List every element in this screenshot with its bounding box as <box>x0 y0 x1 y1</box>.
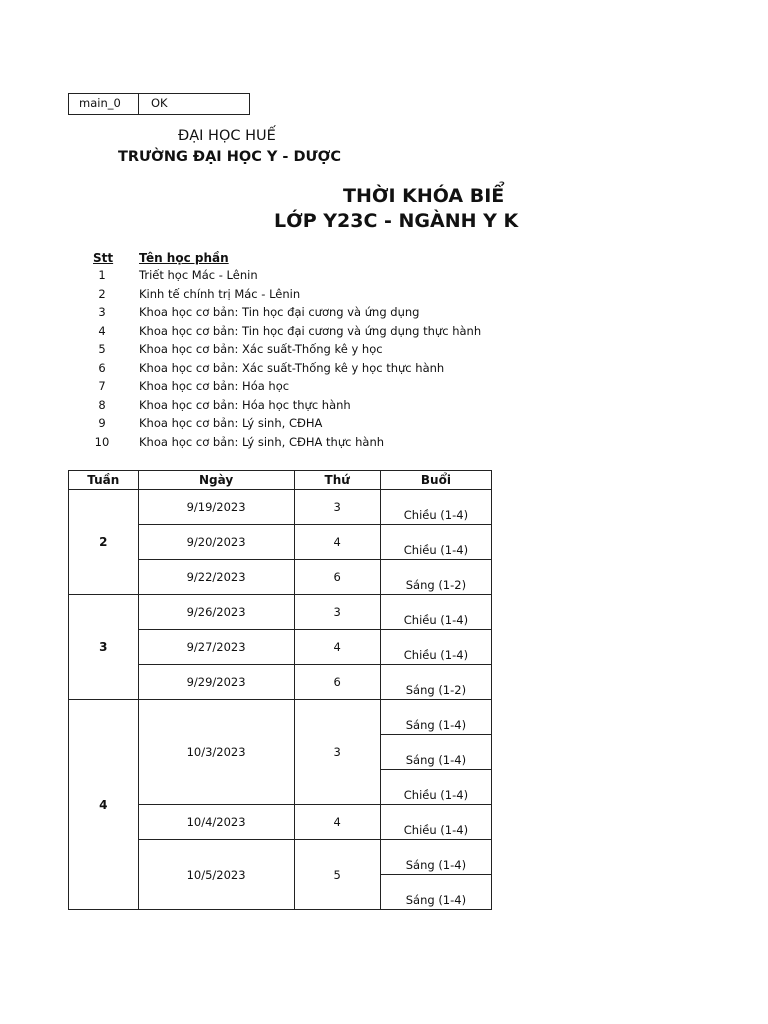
course-stt: 3 <box>98 305 106 319</box>
course-row <box>0 398 492 416</box>
page-title: THỜI KHÓA BIỂ <box>343 185 505 207</box>
course-name-header: Tên học phần <box>139 251 229 265</box>
date-cell: 9/22/2023 <box>138 560 294 595</box>
dow-cell: 3 <box>294 490 380 525</box>
week-cell: 4 <box>69 700 139 910</box>
course-stt: 2 <box>98 287 106 301</box>
table-row <box>69 595 492 630</box>
course-stt: 4 <box>98 324 106 338</box>
course-stt: 7 <box>98 379 106 393</box>
week-cell: 2 <box>69 490 139 595</box>
course-stt-header: Stt <box>93 251 114 265</box>
header-date: Ngày <box>138 471 294 490</box>
dow-cell: 3 <box>294 700 380 805</box>
page-subtitle: LỚP Y23C - NGÀNH Y K <box>274 210 519 232</box>
status-value: OK <box>151 96 168 110</box>
session-cell: Chiều (1-4) <box>380 630 491 665</box>
course-name: Triết học Mác - Lênin <box>139 268 258 282</box>
session-cell: Chiều (1-4) <box>380 770 491 805</box>
session-cell: Sáng (1-2) <box>380 665 491 700</box>
course-row <box>0 361 492 379</box>
dow-cell: 6 <box>294 665 380 700</box>
date-cell: 9/20/2023 <box>138 525 294 560</box>
table-row <box>69 700 492 735</box>
schedule-table <box>68 470 492 910</box>
session-cell: Sáng (1-2) <box>380 560 491 595</box>
schedule-header-row <box>69 471 492 490</box>
course-row <box>0 287 492 305</box>
session-cell: Chiều (1-4) <box>380 595 491 630</box>
dow-cell: 4 <box>294 805 380 840</box>
course-stt: 5 <box>98 342 106 356</box>
course-row <box>0 379 492 397</box>
course-row <box>0 305 492 323</box>
course-name: Khoa học cơ bản: Xác suất-Thống kê y học <box>139 342 383 356</box>
course-row <box>0 435 492 453</box>
course-stt: 1 <box>98 268 106 282</box>
date-cell: 9/27/2023 <box>138 630 294 665</box>
course-row <box>0 416 492 434</box>
dow-cell: 5 <box>294 840 380 910</box>
status-cell-box <box>68 93 250 115</box>
course-name: Khoa học cơ bản: Tin học đại cương và ứng dụng thực hành <box>139 324 482 338</box>
course-name: Khoa học cơ bản: Lý sinh, CĐHA thực hành <box>139 435 385 449</box>
course-name: Khoa học cơ bản: Hóa học thực hành <box>139 398 351 412</box>
course-name: Khoa học cơ bản: Xác suất-Thống kê y học thực hành <box>139 361 445 375</box>
date-cell: 10/5/2023 <box>138 840 294 910</box>
date-cell: 10/3/2023 <box>138 700 294 805</box>
session-cell: Sáng (1-4) <box>380 875 491 910</box>
school-name: TRƯỜNG ĐẠI HỌC Y - DƯỢC <box>118 149 341 165</box>
course-name: Khoa học cơ bản: Tin học đại cương và ứng dụng <box>139 305 420 319</box>
date-cell: 9/29/2023 <box>138 665 294 700</box>
session-cell: Sáng (1-4) <box>380 735 491 770</box>
dow-cell: 4 <box>294 525 380 560</box>
header-session: Buổi <box>380 471 491 490</box>
header-dow: Thứ <box>294 471 380 490</box>
dow-cell: 3 <box>294 595 380 630</box>
header-week: Tuần <box>69 471 139 490</box>
status-name: main_0 <box>69 94 139 114</box>
week-cell: 3 <box>69 595 139 700</box>
course-row <box>0 324 492 342</box>
dow-cell: 4 <box>294 630 380 665</box>
session-cell: Chiều (1-4) <box>380 525 491 560</box>
table-row <box>69 490 492 525</box>
course-name: Khoa học cơ bản: Hóa học <box>139 379 290 393</box>
session-cell: Chiều (1-4) <box>380 805 491 840</box>
course-stt: 10 <box>94 435 110 449</box>
university-name: ĐẠI HỌC HUẾ <box>178 128 276 144</box>
date-cell: 9/26/2023 <box>138 595 294 630</box>
course-stt: 9 <box>98 416 106 430</box>
course-name: Khoa học cơ bản: Lý sinh, CĐHA <box>139 416 323 430</box>
course-stt: 6 <box>98 361 106 375</box>
course-row <box>0 268 492 286</box>
course-stt: 8 <box>98 398 106 412</box>
session-cell: Chiều (1-4) <box>380 490 491 525</box>
course-row <box>0 342 492 360</box>
session-cell: Sáng (1-4) <box>380 700 491 735</box>
date-cell: 10/4/2023 <box>138 805 294 840</box>
course-name: Kinh tế chính trị Mác - Lênin <box>139 287 301 301</box>
date-cell: 9/19/2023 <box>138 490 294 525</box>
dow-cell: 6 <box>294 560 380 595</box>
session-cell: Sáng (1-4) <box>380 840 491 875</box>
